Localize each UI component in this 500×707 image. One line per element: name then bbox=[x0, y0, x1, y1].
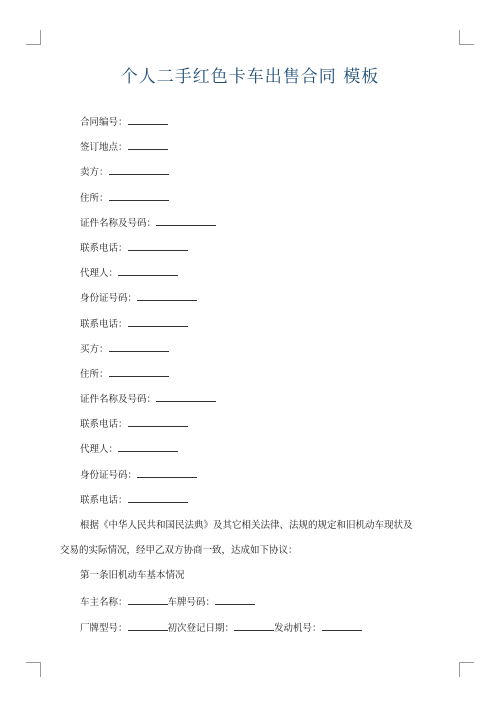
field-label: 联系电话： bbox=[80, 318, 128, 330]
field-buyer-agent-id bbox=[80, 467, 460, 492]
blank-line[interactable] bbox=[128, 114, 168, 125]
document-title: 个人二手红色卡车出售合同 模板 bbox=[120, 67, 380, 87]
field-seller bbox=[80, 164, 460, 189]
blank-line[interactable] bbox=[128, 316, 188, 327]
field-label: 证件名称及号码： bbox=[80, 217, 157, 229]
vehicle-row-model bbox=[80, 620, 362, 636]
blank-line[interactable] bbox=[128, 139, 168, 150]
field-label: 联系电话： bbox=[80, 494, 128, 506]
crop-mark-bottom-left bbox=[26, 662, 41, 677]
blank-line[interactable] bbox=[128, 416, 188, 427]
agreement-paragraph-line2: 交易的实际情况，经甲乙双方协商一致，达成如下协议： bbox=[60, 545, 298, 556]
blank-line[interactable] bbox=[128, 240, 188, 251]
field-buyer-phone bbox=[80, 416, 460, 441]
crop-mark-bottom-right bbox=[459, 662, 474, 677]
blank-line[interactable] bbox=[128, 594, 168, 605]
field-seller-address bbox=[80, 190, 460, 215]
agreement-paragraph-line1: 根据《中华人民共和国民法典》及其它相关法律、法规的规定和旧机动车现状及 bbox=[80, 520, 413, 531]
field-buyer bbox=[80, 341, 460, 366]
crop-mark-top-right bbox=[459, 30, 474, 45]
blank-line[interactable] bbox=[137, 467, 197, 478]
reg-date-label: 初次登记日期： bbox=[167, 623, 235, 634]
field-buyer-agent bbox=[80, 441, 460, 466]
blank-line[interactable] bbox=[215, 594, 255, 605]
field-label: 身份证号码： bbox=[80, 469, 138, 481]
blank-line[interactable] bbox=[137, 290, 197, 301]
blank-line[interactable] bbox=[322, 620, 362, 631]
field-seller-id bbox=[80, 215, 460, 240]
field-label: 合同编号： bbox=[80, 117, 128, 128]
owner-label: 车主名称： bbox=[80, 597, 128, 608]
field-label: 卖方： bbox=[80, 167, 109, 179]
blank-line[interactable] bbox=[128, 492, 188, 503]
blank-line[interactable] bbox=[128, 620, 168, 631]
blank-line[interactable] bbox=[234, 620, 274, 631]
field-label: 联系电话： bbox=[80, 242, 128, 254]
model-label: 厂牌型号： bbox=[80, 623, 128, 634]
field-label: 签订地点： bbox=[80, 142, 128, 154]
field-label: 代理人： bbox=[80, 268, 119, 280]
field-seller-agent-id bbox=[80, 290, 460, 315]
engine-label: 发动机号： bbox=[274, 623, 322, 634]
field-signing-place bbox=[80, 139, 460, 164]
field-label: 身份证号码： bbox=[80, 293, 138, 305]
field-label: 住所： bbox=[80, 368, 109, 380]
field-seller-agent-phone bbox=[80, 316, 460, 341]
vehicle-row-owner bbox=[80, 594, 255, 610]
plate-label: 车牌号码： bbox=[167, 597, 216, 608]
blank-line[interactable] bbox=[156, 391, 216, 402]
blank-line[interactable] bbox=[109, 366, 169, 377]
blank-line[interactable] bbox=[156, 215, 216, 226]
field-label: 代理人： bbox=[80, 444, 119, 456]
blank-line[interactable] bbox=[109, 190, 169, 201]
party-fields bbox=[80, 114, 460, 517]
field-label: 买方： bbox=[80, 343, 109, 355]
field-label: 住所： bbox=[80, 192, 109, 204]
blank-line[interactable] bbox=[118, 441, 178, 452]
field-buyer-agent-phone bbox=[80, 492, 460, 517]
field-label: 证件名称及号码： bbox=[80, 394, 157, 406]
blank-line[interactable] bbox=[118, 265, 178, 276]
section-title: 第一条旧机动车基本情况 bbox=[80, 570, 185, 581]
crop-mark-top-left bbox=[26, 30, 41, 45]
field-buyer-id bbox=[80, 391, 460, 416]
field-seller-phone bbox=[80, 240, 460, 265]
field-seller-agent bbox=[80, 265, 460, 290]
field-buyer-address bbox=[80, 366, 460, 391]
blank-line[interactable] bbox=[109, 341, 169, 352]
field-contract-number bbox=[80, 114, 460, 139]
field-label: 联系电话： bbox=[80, 419, 128, 431]
blank-line[interactable] bbox=[109, 164, 169, 175]
